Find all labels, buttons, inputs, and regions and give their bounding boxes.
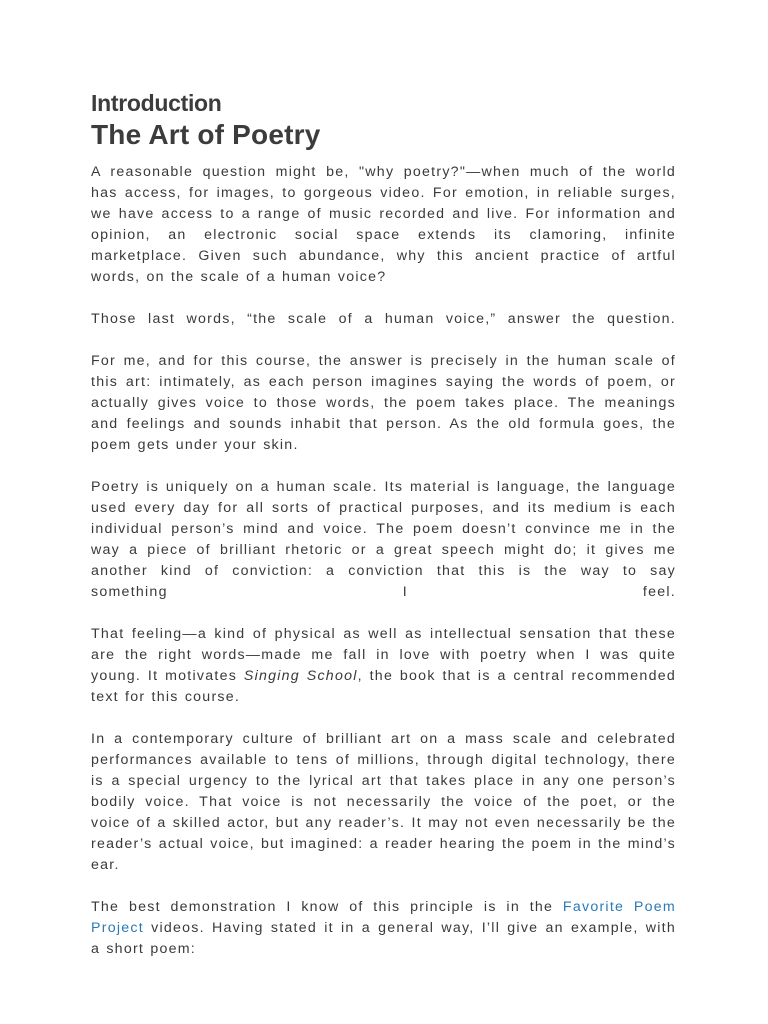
- section-heading: Introduction: [91, 90, 222, 116]
- paragraph-5-text-end: , the book that is a central recommended text for this course.: [91, 668, 676, 705]
- paragraph-3: For me, and for this course, the answer is precisely in the human scale of this art: intimately, as each person imagines saying the words of poem, or actually gives voice to those words, the poem takes place. The meanings and feelings and sounds inhabit that person. As the old formula goes, the poem gets under your skin.: [91, 353, 676, 453]
- book-title: Singing School: [243, 668, 358, 684]
- paragraph-7: [91, 897, 676, 960]
- paragraph-1: A reasonable question might be, "why poetry?"—when much of the world has access, for images, to gorgeous video. For emotion, in reliable surges, we have access to a range of music recorded and live. For information and opinion, an electronic social space extends its clamoring, infinite marketplace. Given such abundance, why this ancient practice of artful words, on the scale of a human voice?: [91, 164, 676, 285]
- favorite-poem-project-link[interactable]: Favorite Poem Project: [91, 899, 676, 936]
- paragraph-7-text-end: videos. Having stated it in a general way, I’ll give an example, with a short poem:: [91, 920, 676, 957]
- paragraph-4: Poetry is uniquely on a human scale. Its material is language, the language used every day for all sorts of practical purposes, and its medium is each individual person’s mind and voice. The poem doesn’t convince me in the way a piece of brilliant rhetoric or a great speech might do; it gives me another kind of conviction: a conviction that this is the way to say something I feel.: [91, 479, 676, 600]
- page-title: The Art of Poetry: [91, 119, 321, 150]
- paragraph-2: Those last words, “the scale of a human voice,” answer the question.: [91, 311, 676, 327]
- paragraph-6: In a contemporary culture of brilliant art on a mass scale and celebrated performances available to tens of millions, through digital technology, there is a special urgency to the lyrical art that takes place in any one person’s bodily voice. That voice is not necessarily the voice of the poet, or the voice of a skilled actor, but any reader’s. It may not even necessarily be the reader’s actual voice, but imagined: a reader hearing the poem in the mind’s ear.: [91, 731, 676, 873]
- paragraph-5: [91, 624, 676, 708]
- paragraph-7-text-start: The best demonstration I know of this principle is in the: [91, 899, 563, 915]
- document-page: [91, 88, 676, 981]
- paragraph-5-text-start: That feeling—a kind of physical as well as intellectual sensation that these are the right words—made me fall in love with poetry when I was quite young. It motivates: [91, 626, 676, 684]
